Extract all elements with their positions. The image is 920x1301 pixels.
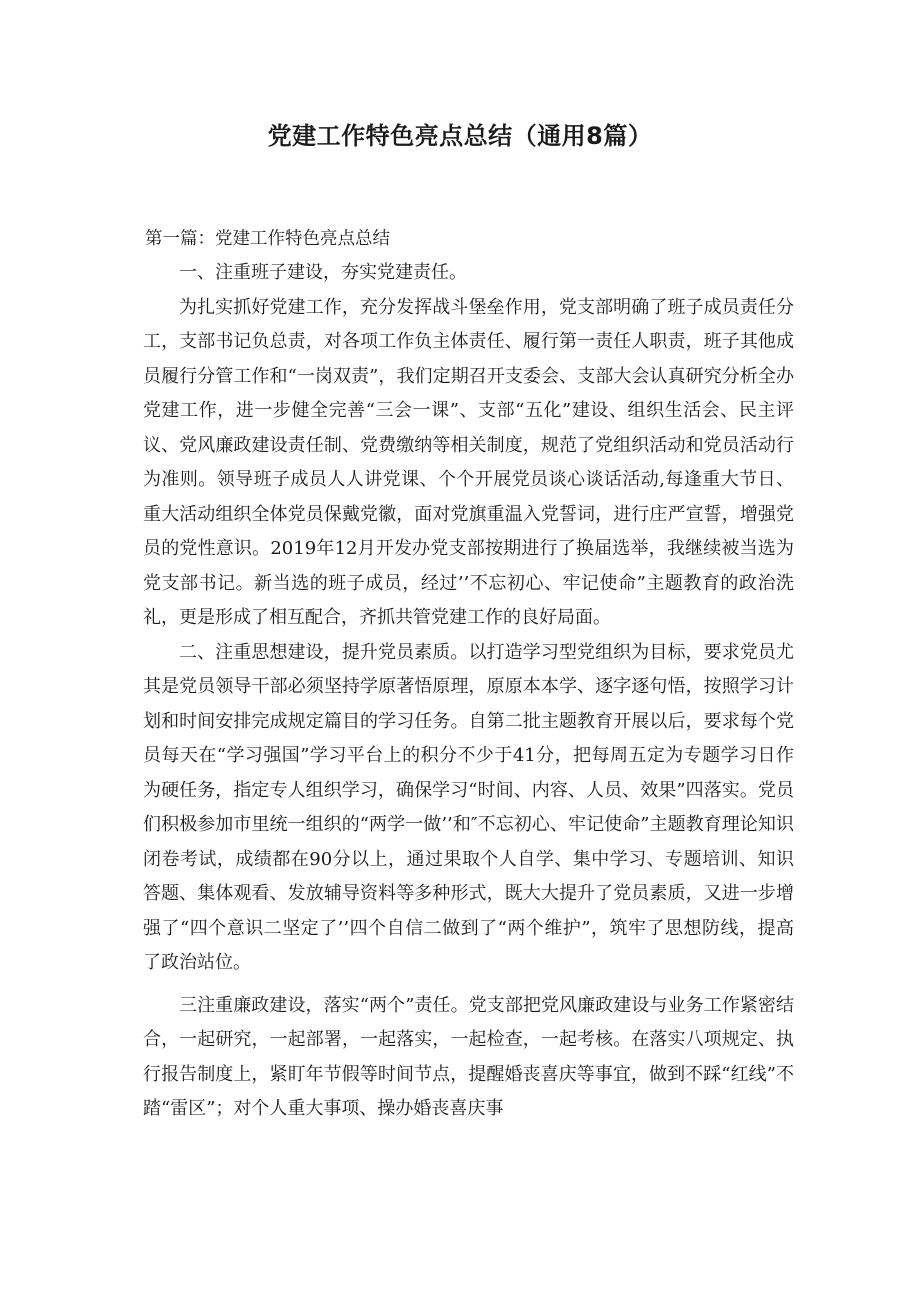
paragraph-2: 二、注重思想建设，提升党员素质。以打造学习型党组织为目标，要求党员尤其是党员领导干部必须坚持学原著悟原理，原原本本学、逐字逐句悟，按照学习计划和时间安排完成规定篇目的学习任务。自第二批主题教育开展以后，要求每个党员每天在“学习强国”学习平台上的积分不少于41分，把每周五定为专题学习日作为硬任务，指定专人组织学习，确保学习“时间、内容、人员、效果”四落实。党员们积极参加市里统一组织的“两学一做’’和″不忘初心、牢记使命”主题教育理论知识闭卷考试，成绩都在90分以上，通过果取个人自学、集中学习、专题培训、知识答题、集体观看、发放辅导资料等多种形式，既大大提升了党员素质，又进一步增强了“四个意识二坚定了’’四个自信二做到了“两个维护”，筑牢了思想防线，提高了政治站位。	[143, 641, 794, 973]
chapter-heading: 第一篇：党建工作特色亮点总结	[145, 229, 390, 249]
document-title: 党建工作特色亮点总结（通用8篇）	[267, 122, 653, 150]
document-body	[143, 256, 794, 1127]
paragraph-3: 三注重廉政建设，落实“两个”责任。党支部把党风廉政建设与业务工作紧密结合，一起研究，一起部署，一起落实，一起检查，一起考核。在落实八项规定、执行报告制度上，紧盯年节假等时间节点，提醒婚丧喜庆等事宜，做到不踩“红线”不踏“雷区”；对个人重大事项、操办婚丧喜庆事	[143, 994, 794, 1119]
section-heading-1: 一、注重班子建设，夯实党建责任。	[179, 262, 467, 283]
paragraph-1: 为扎实抓好党建工作，充分发挥战斗堡垒作用，党支部明确了班子成员责任分工，支部书记负总责，对各项工作负主体责任、履行第一责任人职责，班子其他成员履行分管工作和“一岗双责”，我们定期召开支委会、支部大会认真研究分析全办党建工作，进一步健全完善“三会一课”、支部“五化”建设、组织生活会、民主评议、党风廉政建设责任制、党费缴纳等相关制度，规范了党组织活动和党员活动行为准则。领导班子成员人人讲党课、个个开展党员谈心谈话活动,每逢重大节日、重大活动组织全体党员保戴党徽，面对党旗重温入党誓词，进行庄严宣誓，增强党员的党性意识。2019年12月开发办党支部按期进行了换届选举，我继续被当选为党支部书记。新当选的班子成员，经过’’不忘初心、牢记使命”主题教育的政治洗礼，更是形成了相互配合，齐抓共管党建工作的良好局面。	[143, 296, 794, 628]
